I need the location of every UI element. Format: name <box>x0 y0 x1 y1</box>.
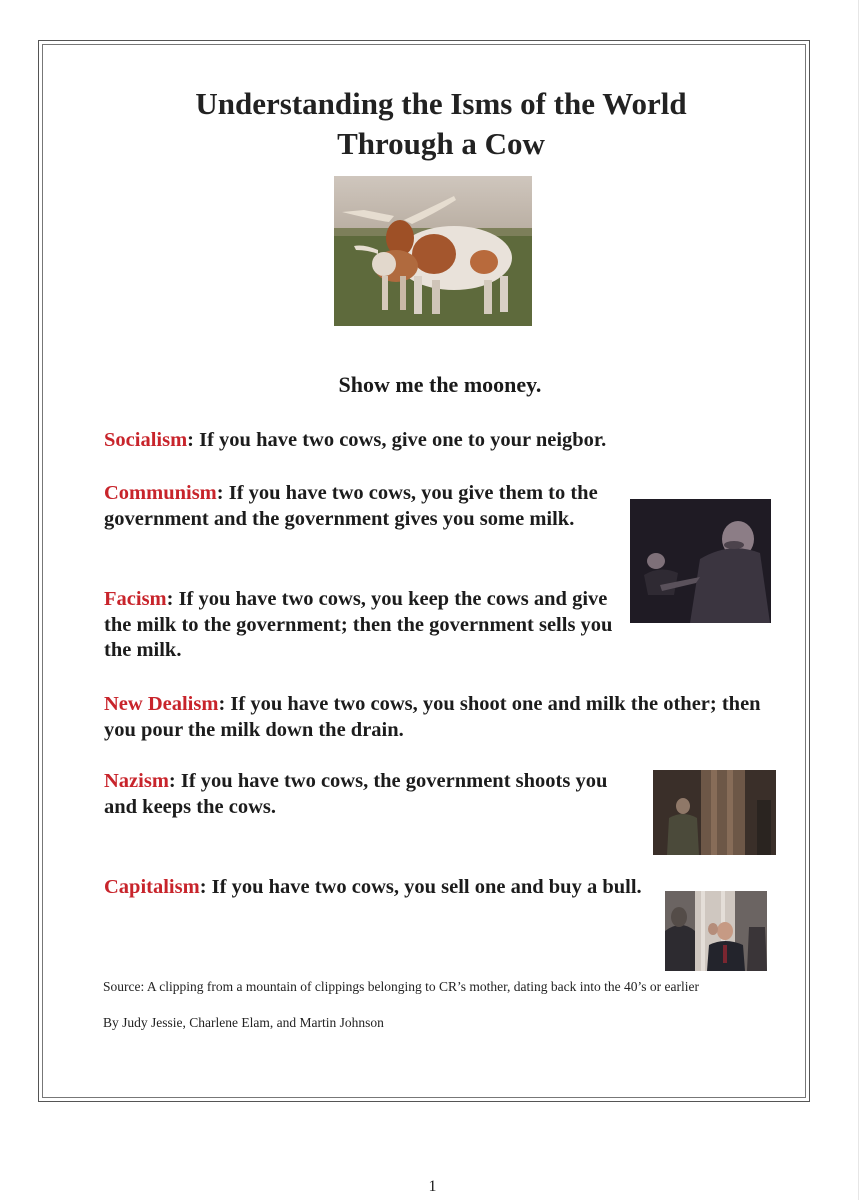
page-number: 1 <box>428 1178 437 1195</box>
term-label: Communism <box>104 482 217 504</box>
bush-photo <box>665 891 767 971</box>
source-note: Source: A clipping from a mountain of clippings belonging to CR’s mother, dating back into the 40’s or earlier <box>103 979 699 994</box>
term-label: Facism <box>104 588 167 610</box>
term-label: Nazism <box>104 770 169 792</box>
page-title <box>100 84 782 164</box>
term-definition: : If you have two cows, the government shoots you and keeps the cows. <box>104 770 608 818</box>
page-edge <box>858 0 859 1200</box>
term-definition: : If you have two cows, you keep the cows and give the milk to the government; then the government sells you the milk. <box>104 588 613 661</box>
term-definition: : If you have two cows, you sell one and buy a bull. <box>199 876 642 898</box>
hitler-photo <box>653 770 776 855</box>
term-label: New Dealism <box>104 693 219 715</box>
title-line-2: Through a Cow <box>337 126 545 161</box>
ism-entry-capitalism <box>104 875 649 901</box>
term-label: Socialism <box>104 429 188 451</box>
title-line-1: Understanding the Isms of the World <box>195 86 687 121</box>
term-label: Capitalism <box>104 876 200 898</box>
term-definition: : If you have two cows, you give them to the government and the government gives you some milk. <box>104 482 598 530</box>
stalin-photo <box>630 499 771 623</box>
byline: By Judy Jessie, Charlene Elam, and Martin Johnson <box>103 1015 384 1030</box>
ism-entry-socialism <box>104 428 764 454</box>
subtitle: Show me the mooney. <box>338 372 542 397</box>
ism-entry-facism <box>104 587 614 664</box>
cow-photo <box>334 176 532 326</box>
term-definition: : If you have two cows, give one to your neigbor. <box>187 429 607 451</box>
ism-entry-nazism <box>104 769 619 820</box>
ism-entry-communism <box>104 481 604 532</box>
ism-entry-new-dealism <box>104 692 774 743</box>
term-definition: : If you have two cows, you shoot one and milk the other; then you pour the milk down the drain. <box>104 693 761 741</box>
